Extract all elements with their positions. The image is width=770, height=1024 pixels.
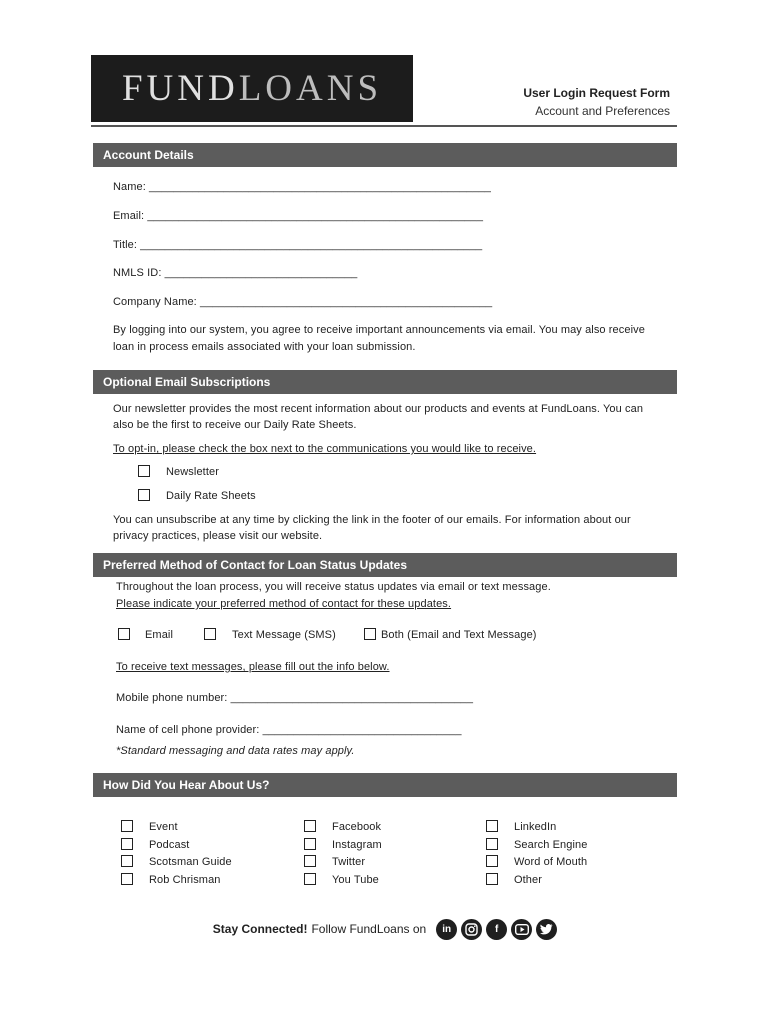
nmls-id-field[interactable]: NMLS ID: _______________________________: [113, 267, 358, 279]
both-contact-label: Both (Email and Text Message): [381, 629, 537, 641]
event-checkbox[interactable]: [121, 820, 133, 832]
linkedin-checkbox[interactable]: [486, 820, 498, 832]
agreement-text-line2: loan in process emails associated with your loan submission.: [113, 341, 416, 353]
rates-disclaimer: *Standard messaging and data rates may apply.: [116, 745, 355, 757]
title-field[interactable]: Title: _______________________________________________________: [113, 239, 483, 251]
section-email-subscriptions: Optional Email Subscriptions: [93, 370, 677, 394]
twitter-checkbox[interactable]: [304, 855, 316, 867]
youtube-label: You Tube: [332, 874, 379, 886]
sms-contact-checkbox[interactable]: [204, 628, 216, 640]
agreement-text-line1: By logging into our system, you agree to receive important announcements via email. You may also receive: [113, 324, 645, 336]
follow-text: Follow FundLoans on: [311, 922, 427, 936]
word-of-mouth-checkbox[interactable]: [486, 855, 498, 867]
stay-connected-text: Stay Connected!: [212, 922, 308, 936]
linkedin-icon[interactable]: in: [436, 919, 457, 940]
unsubscribe-info-line2: privacy practices, please visit our website.: [113, 530, 323, 542]
podcast-label: Podcast: [149, 839, 190, 851]
fundloans-logo: [91, 55, 413, 122]
youtube-icon[interactable]: [511, 919, 532, 940]
section-contact-method: Preferred Method of Contact for Loan Status Updates: [93, 553, 677, 577]
mobile-phone-field[interactable]: Mobile phone number: _______________________________________: [116, 692, 474, 704]
form-title: User Login Request Form: [523, 86, 670, 100]
facebook-checkbox[interactable]: [304, 820, 316, 832]
contact-method-instruction: Please indicate your preferred method of contact for these updates.: [116, 598, 452, 610]
logo-text: FUND LOANS: [121, 68, 383, 109]
event-label: Event: [149, 821, 178, 833]
scotsman-guide-checkbox[interactable]: [121, 855, 133, 867]
newsletter-label: Newsletter: [166, 466, 219, 478]
newsletter-info-line1: Our newsletter provides the most recent information about our products and events at FundLoans. You can: [113, 403, 644, 415]
youtube-checkbox[interactable]: [304, 873, 316, 885]
search-engine-checkbox[interactable]: [486, 838, 498, 850]
newsletter-info-line2: also be the first to receive our Daily Rate Sheets.: [113, 419, 357, 431]
opt-in-instruction: To opt-in, please check the box next to the communications you would like to receive.: [113, 443, 537, 455]
section-account-details: Account Details: [93, 143, 677, 167]
twitter-icon[interactable]: [536, 919, 557, 940]
sms-contact-label: Text Message (SMS): [232, 629, 336, 641]
both-contact-checkbox[interactable]: [364, 628, 376, 640]
other-checkbox[interactable]: [486, 873, 498, 885]
word-of-mouth-label: Word of Mouth: [514, 856, 588, 868]
status-updates-info: Throughout the loan process, you will receive status updates via email or text message.: [116, 581, 551, 593]
company-name-field[interactable]: Company Name: _______________________________________________: [113, 296, 493, 308]
instagram-label: Instagram: [332, 839, 382, 851]
instagram-checkbox[interactable]: [304, 838, 316, 850]
twitter-label: Twitter: [332, 856, 366, 868]
email-field[interactable]: Email: ______________________________________________________: [113, 210, 484, 222]
search-engine-label: Search Engine: [514, 839, 588, 851]
header-divider: [91, 125, 677, 127]
sms-instruction: To receive text messages, please fill out the info below.: [116, 661, 390, 673]
newsletter-checkbox[interactable]: [138, 465, 150, 477]
podcast-checkbox[interactable]: [121, 838, 133, 850]
form-subtitle: Account and Preferences: [535, 104, 670, 118]
facebook-label: Facebook: [332, 821, 382, 833]
daily-rate-sheets-label: Daily Rate Sheets: [166, 490, 256, 502]
email-contact-label: Email: [145, 629, 174, 641]
email-contact-checkbox[interactable]: [118, 628, 130, 640]
daily-rate-sheets-checkbox[interactable]: [138, 489, 150, 501]
instagram-icon[interactable]: [461, 919, 482, 940]
section-how-did-you-hear: How Did You Hear About Us?: [93, 773, 677, 797]
unsubscribe-info-line1: You can unsubscribe at any time by clicking the link in the footer of our emails. For information about our: [113, 514, 631, 526]
footer: [0, 916, 770, 942]
linkedin-label: LinkedIn: [514, 821, 557, 833]
social-links: [436, 919, 557, 940]
rob-chrisman-checkbox[interactable]: [121, 873, 133, 885]
cell-provider-field[interactable]: Name of cell phone provider: ________________________________: [116, 724, 462, 736]
rob-chrisman-label: Rob Chrisman: [149, 874, 221, 886]
name-field[interactable]: Name: _______________________________________________________: [113, 181, 492, 193]
other-label: Other: [514, 874, 543, 886]
facebook-icon[interactable]: f: [486, 919, 507, 940]
scotsman-guide-label: Scotsman Guide: [149, 856, 232, 868]
